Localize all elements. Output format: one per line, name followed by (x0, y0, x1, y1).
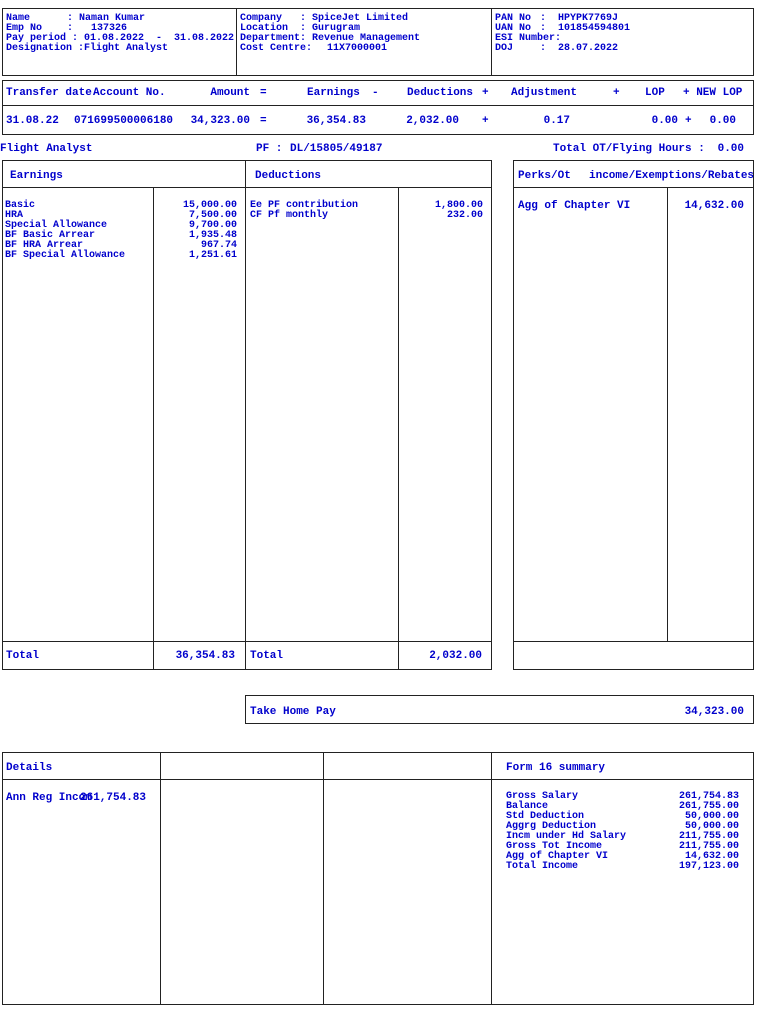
earnings-item-amount: 967.74 (200, 240, 237, 251)
form16-item-amount: 261,754.83 (678, 791, 739, 802)
main-col-divider (398, 187, 399, 670)
form16-item-label: Agg of Chapter VI (506, 851, 609, 862)
name-value: : Naman Kumar (67, 13, 146, 24)
main-header-divider (2, 187, 492, 188)
earnings-item-label: BF Special Allowance (5, 250, 126, 261)
deductions-item-amount: 1,800.00 (434, 200, 483, 211)
transfer-date-value: 31.08.22 (6, 115, 59, 127)
perks-box (513, 160, 754, 670)
transfer-divider (2, 105, 754, 106)
details-col-divider (323, 752, 324, 1005)
form16-header: Form 16 summary (506, 762, 606, 774)
form16-item-label: Gross Tot Income (506, 841, 603, 852)
pf-label: PF : (256, 143, 283, 155)
form16-item-amount: 211,755.00 (678, 841, 739, 852)
main-col-divider (153, 187, 154, 670)
designation-label: Designation (6, 43, 73, 54)
equals-value: = (260, 115, 267, 127)
earnings-item-label: Basic (5, 200, 36, 211)
earnings-item-amount: 1,935.48 (188, 230, 237, 241)
form16-item-label: Incm under Hd Salary (506, 831, 627, 842)
amount-header: Amount (210, 87, 250, 99)
new-lop-value: 0.00 (709, 115, 736, 127)
pf-value: DL/15805/49187 (290, 143, 383, 155)
doj-value: : 28.07.2022 (540, 43, 619, 54)
new-lop-header: + NEW LOP (683, 87, 743, 99)
earnings-item-label: BF Basic Arrear (5, 230, 96, 241)
deductions-header: Deductions (407, 87, 474, 99)
earnings-value: 36,354.83 (306, 115, 366, 127)
ot-label: Total OT/Flying Hours : (553, 143, 705, 155)
deductions-item-label: CF Pf monthly (250, 210, 329, 221)
doj-label: DOJ (495, 43, 514, 54)
form16-item-label: Std Deduction (506, 811, 585, 822)
details-line-label: Ann Reg Incom (6, 792, 92, 804)
earnings-item-amount: 1,251.61 (188, 250, 237, 261)
plus-value-2: + (685, 115, 692, 127)
equals-header: = (260, 87, 267, 99)
deductions-value: 2,032.00 (406, 115, 459, 127)
perks-col-divider (667, 187, 668, 641)
take-home-value: 34,323.00 (684, 706, 744, 718)
form16-item-amount: 211,755.00 (678, 831, 739, 842)
perks-header-right: income/Exemptions/Rebates (589, 170, 755, 182)
payperiod-value: : 01.08.2022 - 31.08.2022 (72, 33, 235, 44)
details-col-divider (160, 752, 161, 1005)
uan-value: : 101854594801 (540, 23, 631, 34)
plus-value: + (482, 115, 489, 127)
earnings-item-label: Special Allowance (5, 220, 108, 231)
form16-item-amount: 197,123.00 (678, 861, 739, 872)
header-divider (491, 8, 492, 76)
perks-item-amount: 14,632.00 (684, 200, 744, 212)
earnings-header: Earnings (307, 87, 360, 99)
lop-header: LOP (645, 87, 665, 99)
details-line-value: 261,754.83 (80, 792, 147, 804)
earnings-item-amount: 15,000.00 (182, 200, 237, 211)
earnings-header: Earnings (10, 170, 63, 182)
earnings-total-value: 36,354.83 (175, 650, 235, 662)
pan-value: : HPYPK7769J (540, 13, 619, 24)
location-label: Location (240, 23, 289, 34)
deductions-section-header: Deductions (255, 170, 322, 182)
ot-value: 0.00 (717, 143, 744, 155)
minus-header: - (372, 87, 379, 99)
amount-value: 34,323.00 (190, 115, 250, 127)
perks-item-label: Agg of Chapter VI (518, 200, 631, 212)
main-total-divider (2, 641, 492, 642)
form16-item-label: Total Income (506, 861, 579, 872)
pan-label: PAN No (495, 13, 532, 24)
plus-header: + (482, 87, 489, 99)
perks-header-left: Perks/Ot (518, 170, 571, 182)
form16-item-amount: 261,755.00 (678, 801, 739, 812)
main-col-divider (245, 160, 246, 670)
form16-item-label: Balance (506, 801, 549, 812)
transfer-date-header: Transfer date (6, 87, 92, 99)
earnings-total-label: Total (6, 650, 40, 662)
deductions-item-amount: 232.00 (446, 210, 483, 221)
location-value: : Gurugram (300, 23, 361, 34)
name-label: Name (6, 13, 31, 24)
details-header: Details (6, 762, 53, 774)
earnings-item-amount: 9,700.00 (188, 220, 237, 231)
department-value: : Revenue Management (300, 33, 421, 44)
details-col-divider (491, 752, 492, 1005)
designation-value: :Flight Analyst (78, 43, 169, 54)
perks-total-divider (513, 641, 754, 642)
account-no-value: 071699500006180 (74, 115, 174, 127)
details-header-divider (2, 779, 754, 780)
deductions-item-label: Ee PF contribution (250, 200, 359, 211)
details-box (2, 752, 754, 1005)
form16-item-amount: 50,000.00 (684, 811, 739, 822)
earnings-item-label: BF HRA Arrear (5, 240, 84, 251)
empno-value: : 137326 (67, 23, 128, 34)
form16-item-amount: 50,000.00 (684, 821, 739, 832)
designation-line: Flight Analyst (0, 143, 93, 155)
perks-header-divider (513, 187, 754, 188)
earnings-item-amount: 7,500.00 (188, 210, 237, 221)
esi-label: ESI Number: (495, 33, 562, 44)
costcentre-value: 11X7000001 (327, 43, 388, 54)
deductions-total-value: 2,032.00 (429, 650, 482, 662)
earnings-item-label: HRA (5, 210, 24, 221)
company-label: Company (240, 13, 283, 24)
account-no-header: Account No. (93, 87, 166, 99)
costcentre-label: Cost Centre: (240, 43, 313, 54)
uan-label: UAN No (495, 23, 532, 34)
deductions-total-label: Total (250, 650, 284, 662)
header-divider (236, 8, 237, 76)
form16-item-label: Gross Salary (506, 791, 579, 802)
lop-value: 0.00 (651, 115, 678, 127)
take-home-label: Take Home Pay (250, 706, 336, 718)
company-value: : SpiceJet Limited (300, 13, 409, 24)
form16-item-amount: 14,632.00 (684, 851, 739, 862)
form16-item-label: Aggrg Deduction (506, 821, 597, 832)
plus-header-2: + (613, 87, 620, 99)
adjustment-value: 0.17 (543, 115, 570, 127)
empno-label: Emp No (6, 23, 43, 34)
payperiod-label: Pay period (6, 33, 67, 44)
department-label: Department (240, 33, 301, 44)
adjustment-header: Adjustment (511, 87, 578, 99)
